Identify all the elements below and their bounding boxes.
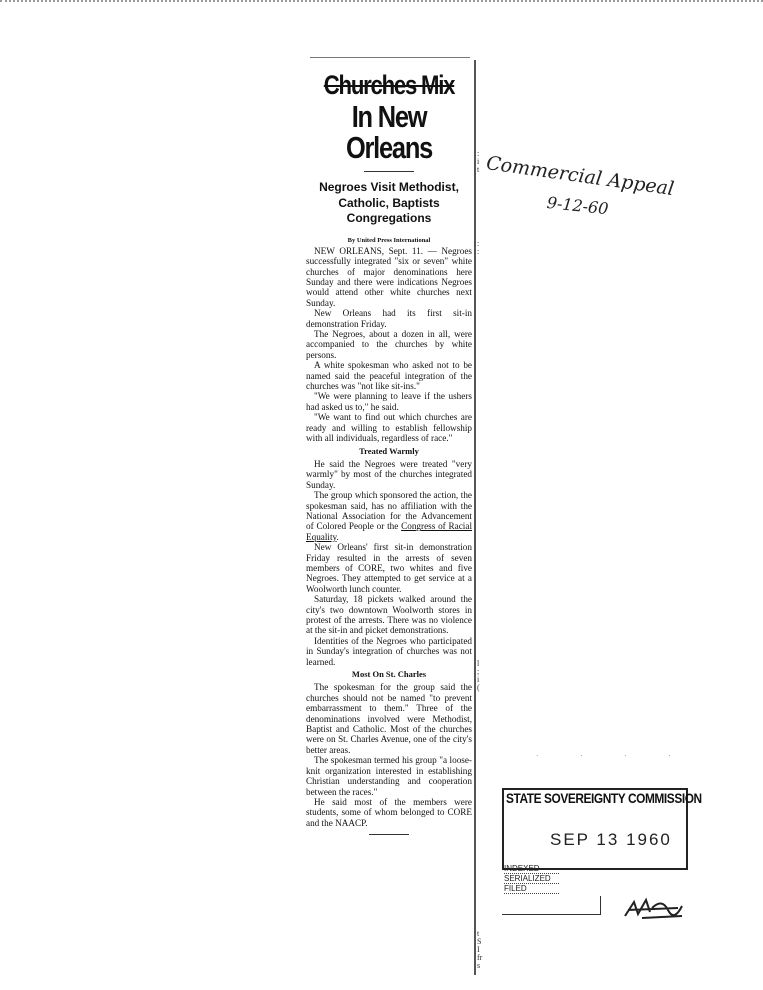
- paragraph: Saturday, 18 pickets walked around the city's two downtown Woolworth stores in protest of the arrests. There was no violence at the sit-in and picket demonstrations.: [306, 594, 472, 636]
- margin-fragment: l ; i (: [477, 659, 480, 692]
- paragraph: New Orleans' first sit-in demonstration Friday resulted in the arrests of seven members of CORE, two whites and five Negroes. They attempted to get service at a Woolworth lunch counter.: [306, 542, 472, 594]
- paragraph: He said most of the members were students, some of whom belonged to CORE and the NAACP.: [306, 796, 472, 828]
- signature-scribble: [622, 896, 692, 920]
- stamp-lower-box: [502, 896, 601, 915]
- subheadline: Negroes Visit Methodist, Catholic, Baptists Congregations: [319, 180, 459, 226]
- paragraph: Identities of the Negroes who participated in Sunday's integration of churches was not learned.: [306, 635, 472, 667]
- newspaper-clipping: [306, 56, 472, 976]
- paragraph: The spokesman for the group said the churches should not be named "to prevent embarrassment to them." Three of the denominations involved were Methodist, Baptist and Catholic. Most of the churches were on St. Charles Avenue, one of the city's better areas.: [306, 682, 472, 755]
- margin-fragment: : :: [477, 239, 480, 256]
- headline-line-1: Churches Mix: [323, 70, 455, 100]
- section-subhead: Treated Warmly: [359, 445, 419, 456]
- handwritten-publication: Commercial Appeal: [484, 152, 676, 201]
- article-body: [306, 246, 472, 828]
- headline-rule: [364, 171, 414, 172]
- paragraph: He said the Negroes were treated "very warmly" by most of the churches integrated Sunday.: [306, 458, 472, 490]
- section-subhead: Most On St. Charles: [351, 669, 427, 680]
- paragraph: The Negroes, about a dozen in all, were accompanied to the churches by white persons.: [306, 329, 472, 360]
- headline-line-2: In New Orleans: [345, 99, 433, 165]
- stamp-item-indexed: INDEXED: [504, 864, 559, 874]
- paragraph: "We want to find out which churches are ready and willing to establish fellowship with all individuals, regardless of race.": [306, 412, 472, 444]
- paragraph: NEW ORLEANS, Sept. 11. — Negroes successfully integrated "six or seven" white churches of major denominations here Sunday and there were indications Negroes would attend other white churches next Sunday.: [306, 245, 472, 308]
- stamp-item-serialized: SERIALIZED: [504, 874, 559, 884]
- scan-edge-dots: [0, 0, 763, 6]
- stamp-title: STATE SOVEREIGNTY COMMISSION: [506, 790, 702, 806]
- paragraph-text: The group which sponsored the action, the spokesman said, has no affiliation with the National Association for the Advancement of Colored People or the: [306, 490, 472, 532]
- margin-fragment: t S I fr s: [477, 929, 483, 970]
- byline: By United Press International: [347, 236, 431, 244]
- paragraph: "We were planning to leave if the ushers had asked us to," he said.: [306, 391, 472, 412]
- stamp-checklist: [504, 864, 559, 894]
- handwritten-date: 9-12-60: [546, 193, 610, 219]
- headline: [321, 72, 457, 163]
- paragraph: The spokesman termed his group "a loose-knit organization interested in establishing Christian understanding and cooperation between the races.": [306, 755, 472, 797]
- paragraph: The group which sponsored the action, the spokesman said, has no affiliation with the National Association for the Advancement of Colored People or the Congress of Racial Equality.: [306, 490, 472, 542]
- stamp-date: SEP 13 1960: [550, 830, 672, 849]
- stamp-item-filed: FILED: [504, 884, 559, 894]
- paragraph: New Orleans had its first sit-in demonstration Friday.: [306, 308, 472, 329]
- paragraph: A white spokesman who asked not to be named said the peaceful integration of the churches was "not like sit-ins.": [306, 360, 472, 392]
- core-underlined-text: Congress of Racial Equality: [306, 521, 472, 542]
- margin-fragment: : i t: [477, 149, 480, 174]
- column-rule: [474, 60, 476, 975]
- end-rule: [369, 834, 409, 835]
- stamp-smudge: · · · ·: [536, 752, 691, 760]
